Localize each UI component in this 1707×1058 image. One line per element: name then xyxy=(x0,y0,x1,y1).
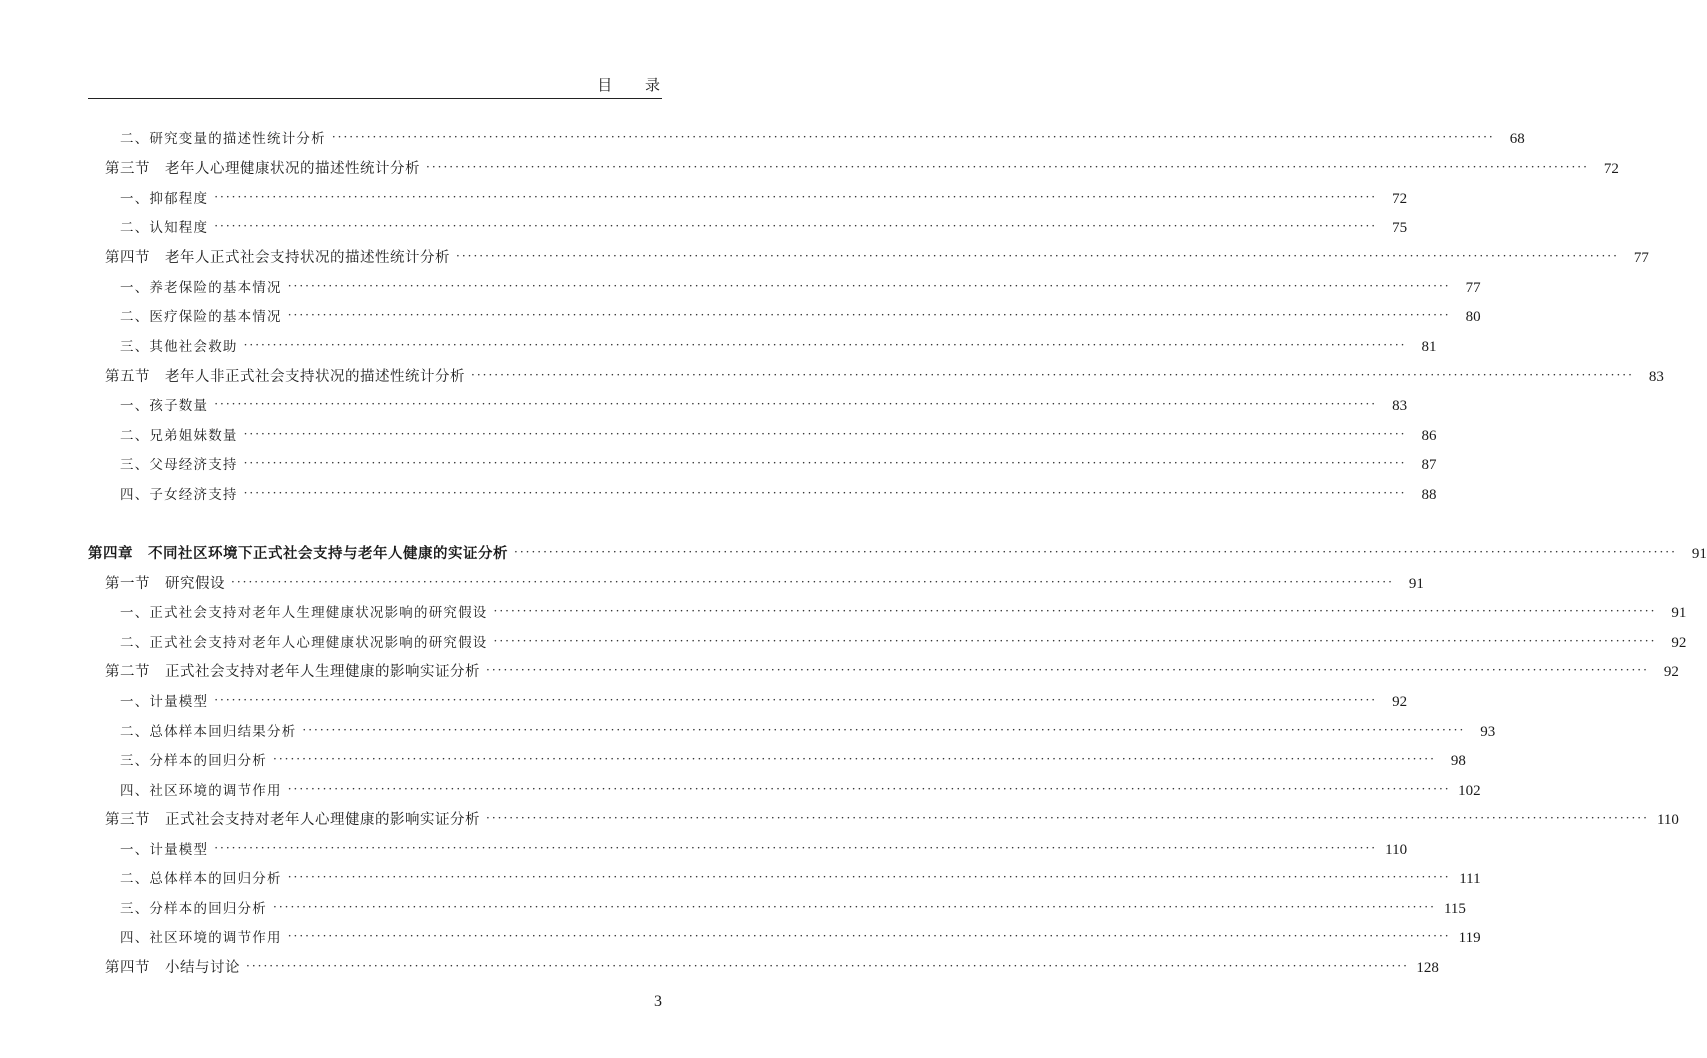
dot-leader: ········································································································································································································ xyxy=(214,219,1378,233)
toc-entry-title: 二、兄弟姐妹数量 xyxy=(120,428,238,444)
toc-entry[interactable] xyxy=(120,335,1437,359)
toc-entry-page: 80 xyxy=(1465,309,1481,325)
toc-entry-title: 一、计量模型 xyxy=(120,694,209,710)
toc-entry[interactable] xyxy=(120,424,1437,448)
toc-entry-title: 二、认知程度 xyxy=(120,220,209,236)
dot-leader: ········································································································································································································ xyxy=(287,279,1451,293)
dot-leader: ········································································································································································································ xyxy=(426,160,1589,174)
toc-entry-page: 77 xyxy=(1633,250,1649,266)
dot-leader: ········································································································································································································ xyxy=(243,486,1407,500)
toc-entry-page: 102 xyxy=(1458,783,1481,799)
toc-entry[interactable] xyxy=(120,690,1408,714)
toc-entry-page: 88 xyxy=(1421,487,1437,503)
dot-leader: ········································································································································································································ xyxy=(287,929,1451,943)
toc-entry[interactable] xyxy=(120,926,1481,950)
dot-leader: ········································································································································································································ xyxy=(214,397,1378,411)
toc-entry-title: 第四节 小结与讨论 xyxy=(105,960,240,976)
toc-entry-page: 72 xyxy=(1392,191,1408,207)
toc-entry[interactable] xyxy=(120,127,1525,151)
toc-entry-page: 119 xyxy=(1458,930,1481,946)
toc-entry[interactable] xyxy=(120,867,1481,891)
toc-entry-title: 一、养老保险的基本情况 xyxy=(120,280,282,296)
toc-entry-title: 第二节 正式社会支持对老年人生理健康的影响实证分析 xyxy=(105,664,480,680)
page-number: 3 xyxy=(654,993,662,1010)
toc-entry-page: 91 xyxy=(1671,605,1687,621)
toc-entry[interactable] xyxy=(120,749,1466,773)
toc-entry-title: 三、分样本的回归分析 xyxy=(120,753,267,769)
toc-entry-title: 四、社区环境的调节作用 xyxy=(120,930,282,946)
toc-entry-title: 三、分样本的回归分析 xyxy=(120,901,267,917)
toc-entry-title: 第四节 老年人正式社会支持状况的描述性统计分析 xyxy=(105,250,450,266)
toc-entry-title: 一、计量模型 xyxy=(120,842,209,858)
toc-entry-title: 第三节 老年人心理健康状况的描述性统计分析 xyxy=(105,161,420,177)
dot-leader: ········································································································································································································ xyxy=(493,634,1657,648)
toc-entry-page: 75 xyxy=(1392,220,1408,236)
dot-leader: ········································································································································································································ xyxy=(214,693,1378,707)
toc-entry-page: 86 xyxy=(1421,428,1437,444)
toc-entry-title: 第四章 不同社区环境下正式社会支持与老年人健康的实证分析 xyxy=(88,546,508,562)
toc-entry-page: 93 xyxy=(1480,724,1496,740)
dot-leader: ········································································································································································································ xyxy=(287,870,1451,884)
toc-entry-page: 115 xyxy=(1443,901,1466,917)
toc-entry-page: 98 xyxy=(1450,753,1466,769)
dot-leader: ········································································································································································································ xyxy=(471,368,1634,382)
toc-entry[interactable] xyxy=(105,956,1439,980)
dot-leader: ········································································································································································································ xyxy=(243,427,1407,441)
toc-entry-page: 110 xyxy=(1656,812,1679,828)
toc-entry-title: 二、总体样本的回归分析 xyxy=(120,871,282,887)
dot-leader: ········································································································································································································ xyxy=(493,604,1657,618)
toc-entry[interactable] xyxy=(120,394,1408,418)
toc-entry-title: 第一节 研究假设 xyxy=(105,576,225,592)
dot-leader: ········································································································································································································ xyxy=(273,752,1436,766)
toc-entry[interactable] xyxy=(120,631,1687,655)
toc-entry-page: 68 xyxy=(1509,131,1525,147)
dot-leader: ········································································································································································································ xyxy=(214,841,1378,855)
toc-entry[interactable] xyxy=(88,542,1707,566)
toc-entry-page: 91 xyxy=(1408,576,1424,592)
toc-entry-title: 三、其他社会救助 xyxy=(120,339,238,355)
dot-leader: ········································································································································································································ xyxy=(231,575,1394,589)
dot-leader: ········································································································································································································ xyxy=(287,782,1451,796)
toc-entry-page: 92 xyxy=(1392,694,1408,710)
toc-entry[interactable] xyxy=(120,779,1481,803)
toc-entry[interactable] xyxy=(120,453,1437,477)
toc-entry[interactable] xyxy=(105,572,1424,596)
toc-entry-page: 81 xyxy=(1421,339,1437,355)
dot-leader: ········································································································································································································ xyxy=(456,249,1619,263)
toc-entry-title: 二、正式社会支持对老年人心理健康状况影响的研究假设 xyxy=(120,635,488,651)
dot-leader: ········································································································································································································ xyxy=(214,190,1378,204)
dot-leader: ········································································································································································································ xyxy=(486,663,1649,677)
toc-entry[interactable] xyxy=(105,660,1679,684)
dot-leader: ········································································································································································································ xyxy=(243,338,1407,352)
toc-entry-title: 二、研究变量的描述性统计分析 xyxy=(120,131,326,147)
toc-entry-page: 92 xyxy=(1663,664,1679,680)
toc-entry-page: 83 xyxy=(1392,398,1408,414)
toc-entry-page: 72 xyxy=(1603,161,1619,177)
toc-entry[interactable] xyxy=(120,216,1408,240)
toc-entry-page: 87 xyxy=(1421,457,1437,473)
toc-entry-page: 77 xyxy=(1465,280,1481,296)
dot-leader: ········································································································································································································ xyxy=(514,545,1677,559)
toc-entry-page: 83 xyxy=(1648,369,1664,385)
toc-entry-page: 110 xyxy=(1385,842,1408,858)
toc-entry-title: 第三节 正式社会支持对老年人心理健康的影响实证分析 xyxy=(105,812,480,828)
toc-entry-title: 二、医疗保险的基本情况 xyxy=(120,309,282,325)
dot-leader: ········································································································································································································ xyxy=(273,900,1436,914)
toc-entry-title: 四、子女经济支持 xyxy=(120,487,238,503)
toc-entry[interactable] xyxy=(120,305,1481,329)
dot-leader: ········································································································································································································ xyxy=(287,308,1451,322)
toc-entry-page: 91 xyxy=(1691,546,1707,562)
dot-leader: ········································································································································································································ xyxy=(302,723,1466,737)
toc-entry-title: 一、抑郁程度 xyxy=(120,191,209,207)
toc-entry-title: 三、父母经济支持 xyxy=(120,457,238,473)
toc-entry-title: 四、社区环境的调节作用 xyxy=(120,783,282,799)
toc-entry[interactable] xyxy=(120,276,1481,300)
dot-leader: ········································································································································································································ xyxy=(331,130,1495,144)
toc-entry-title: 一、正式社会支持对老年人生理健康状况影响的研究假设 xyxy=(120,605,488,621)
header-title: 目 录 xyxy=(597,76,674,94)
toc-entry[interactable] xyxy=(120,838,1408,862)
toc-entry-title: 二、总体样本回归结果分析 xyxy=(120,724,297,740)
toc-entry[interactable] xyxy=(105,808,1679,832)
dot-leader: ········································································································································································································ xyxy=(246,959,1409,973)
dot-leader: ········································································································································································································ xyxy=(486,811,1649,825)
toc-entry[interactable] xyxy=(120,601,1687,625)
toc-entry-page: 128 xyxy=(1416,960,1439,976)
toc-entry-page: 111 xyxy=(1459,871,1481,887)
toc-entry[interactable] xyxy=(120,720,1496,744)
toc-entry-title: 第五节 老年人非正式社会支持状况的描述性统计分析 xyxy=(105,369,465,385)
toc-entry[interactable] xyxy=(105,246,1649,270)
toc-entry-page: 92 xyxy=(1671,635,1687,651)
toc-entry-title: 一、孩子数量 xyxy=(120,398,209,414)
toc-entry[interactable] xyxy=(120,187,1408,211)
toc-entry[interactable] xyxy=(105,157,1619,181)
dot-leader: ········································································································································································································ xyxy=(243,456,1407,470)
toc-entry[interactable] xyxy=(120,483,1437,507)
toc-entry[interactable] xyxy=(120,897,1466,921)
toc-entry[interactable] xyxy=(105,365,1664,389)
